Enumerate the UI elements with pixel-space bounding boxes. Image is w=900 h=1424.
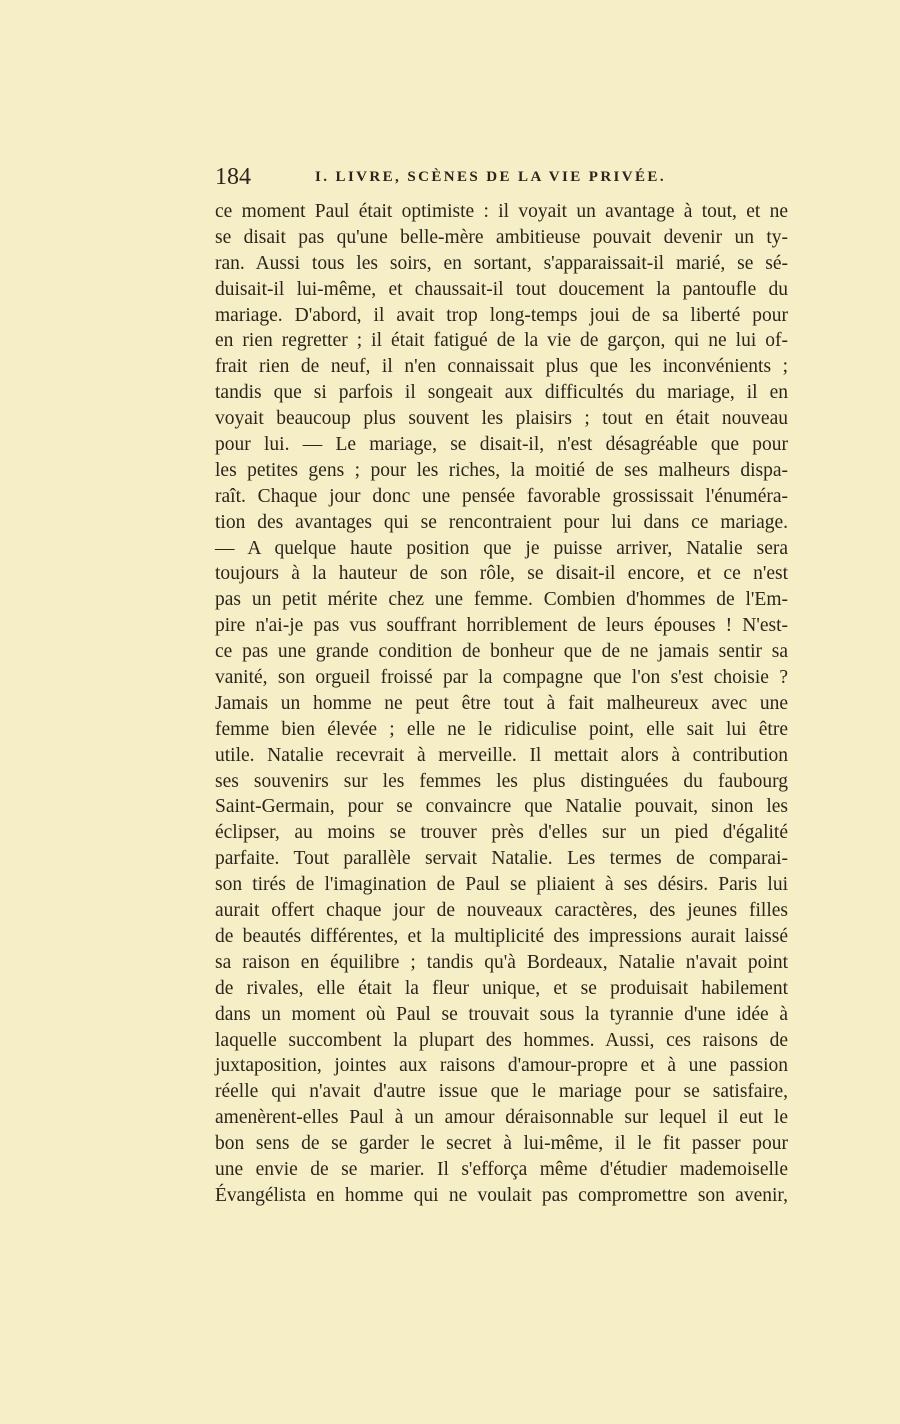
text-line: Saint-Germain, pour se convaincre que Natalie pouvait, sinon les (215, 796, 788, 818)
text-line: réelle qui n'avait d'autre issue que le mariage pour se satisfaire, (215, 1081, 788, 1103)
text-line: ses souvenirs sur les femmes les plus distinguées du faubourg (215, 770, 788, 792)
text-line: Jamais un homme ne peut être tout à fait malheureux avec une (215, 692, 788, 714)
text-line: tion des avantages qui se rencontraient pour lui dans ce mariage. (215, 511, 788, 533)
text-line: Évangélista en homme qui ne voulait pas compromettre son avenir, (215, 1184, 788, 1206)
text-line: voyait beaucoup plus souvent les plaisirs ; tout en était nouveau (215, 408, 788, 430)
text-line: ce pas une grande condition de bonheur que de ne jamais sentir sa (215, 641, 788, 663)
text-line: mariage. D'abord, il avait trop long-temps joui de sa liberté pour (215, 304, 788, 326)
text-line: de rivales, elle était la fleur unique, et se produisait habilement (215, 977, 788, 999)
text-line: toujours à la hauteur de son rôle, se disait-il encore, et ce n'est (215, 563, 788, 585)
text-line: parfaite. Tout parallèle servait Natalie. Les termes de comparai- (215, 848, 788, 870)
text-line: une envie de se marier. Il s'efforça même d'étudier mademoiselle (215, 1158, 788, 1180)
text-line: dans un moment où Paul se trouvait sous la tyrannie d'une idée à (215, 1003, 788, 1025)
text-line: éclipser, au moins se trouver près d'elles sur un pied d'égalité (215, 822, 788, 844)
text-line: se disait pas qu'une belle-mère ambitieuse pouvait devenir un ty- (215, 226, 788, 248)
text-line: en rien regretter ; il était fatigué de la vie de garçon, qui ne lui of- (215, 330, 788, 352)
running-header (215, 164, 788, 194)
text-line: femme bien élevée ; elle ne le ridiculise point, elle sait lui être (215, 718, 788, 740)
text-line: pire n'ai-je pas vus souffrant horriblement de leurs épouses ! N'est- (215, 615, 788, 637)
running-title: I. LIVRE, SCÈNES DE LA VIE PRIVÉE. (315, 169, 666, 185)
text-line: vanité, son orgueil froissé par la compagne que l'on s'est choisie ? (215, 667, 788, 689)
text-line: son tirés de l'imagination de Paul se pliaient à ses désirs. Paris lui (215, 874, 788, 896)
page-number: 184 (215, 164, 251, 190)
text-line: aurait offert chaque jour de nouveaux caractères, des jeunes filles (215, 900, 788, 922)
text-line: juxtaposition, jointes aux raisons d'amour-propre et à une passion (215, 1055, 788, 1077)
text-line: — A quelque haute position que je puisse arriver, Natalie sera (215, 537, 788, 559)
text-line: amenèrent-elles Paul à un amour déraisonnable sur lequel il eut le (215, 1107, 788, 1129)
text-line: duisait-il lui-même, et chaussait-il tout doucement la pantoufle du (215, 278, 788, 300)
text-line: de beautés différentes, et la multiplicité des impressions aurait laissé (215, 925, 788, 947)
text-line: laquelle succombent la plupart des hommes. Aussi, ces raisons de (215, 1029, 788, 1051)
text-line: les petites gens ; pour les riches, la moitié de ses malheurs dispa- (215, 459, 788, 481)
text-line: pas un petit mérite chez une femme. Combien d'hommes de l'Em- (215, 589, 788, 611)
text-line: raît. Chaque jour donc une pensée favorable grossissait l'énuméra- (215, 485, 788, 507)
text-line: frait rien de neuf, il n'en connaissait plus que les inconvénients ; (215, 356, 788, 378)
text-line: pour lui. — Le mariage, se disait-il, n'est désagréable que pour (215, 434, 788, 456)
text-line: bon sens de se garder le secret à lui-même, il le fit passer pour (215, 1133, 788, 1155)
text-line: utile. Natalie recevrait à merveille. Il mettait alors à contribution (215, 744, 788, 766)
text-line: ce moment Paul était optimiste : il voyait un avantage à tout, et ne (215, 201, 788, 222)
page-body-text (215, 199, 788, 1209)
text-line: sa raison en équilibre ; tandis qu'à Bordeaux, Natalie n'avait point (215, 951, 788, 973)
text-line: ran. Aussi tous les soirs, en sortant, s'apparaissait-il marié, se sé- (215, 252, 788, 274)
text-line: tandis que si parfois il songeait aux difficultés du mariage, il en (215, 382, 788, 404)
